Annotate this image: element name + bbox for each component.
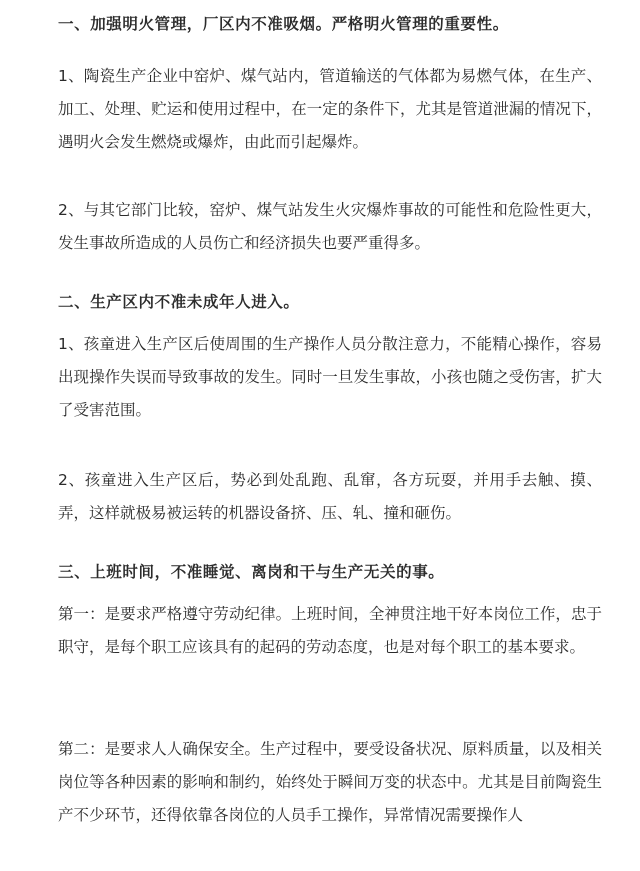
section-1-paragraph-2: 2、与其它部门比较，窑炉、煤气站发生火灾爆炸事故的可能性和危险性更大，发生事故所造成的人员伤亡和经济损失也要严重得多。 [58,201,602,252]
section-3-paragraph-1: 第一：是要求严格遵守劳动纪律。上班时间，全神贯注地干好本岗位工作，忠于职守，是每个职工应该具有的起码的劳动态度，也是对每个职工的基本要求。 [58,605,602,656]
section-2-paragraph-1: 1、孩童进入生产区后使周围的生产操作人员分散注意力，不能精心操作，容易出现操作失误而导致事故的发生。同时一旦发生事故，小孩也随之受伤害，扩大了受害范围。 [58,335,602,419]
section-1-paragraph-1: 1、陶瓷生产企业中窑炉、煤气站内，管道输送的气体都为易燃气体，在生产、加工、处理、贮运和使用过程中，在一定的条件下，尤其是管道泄漏的情况下，遇明火会发生燃烧或爆炸，由此而引起爆炸。 [58,67,602,151]
section-2-paragraph-2: 2、孩童进入生产区后，势必到处乱跑、乱窜，各方玩耍，并用手去触、摸、弄，这样就极易被运转的机器设备挤、压、轧、撞和砸伤。 [58,471,602,522]
section-heading-2: 二、生产区内不准未成年人进入。 [58,293,300,311]
section-heading-1: 一、加强明火管理，厂区内不准吸烟。严格明火管理的重要性。 [58,15,509,33]
section-3-paragraph-2: 第二：是要求人人确保安全。生产过程中，要受设备状况、原料质量，以及相关岗位等各种因素的影响和制约，始终处于瞬间万变的状态中。尤其是目前陶瓷生产不少环节，还得依靠各岗位的人员手工操作，异常情况需要操作人 [58,740,602,824]
section-heading-3: 三、上班时间，不准睡觉、离岗和干与生产无关的事。 [58,563,445,581]
